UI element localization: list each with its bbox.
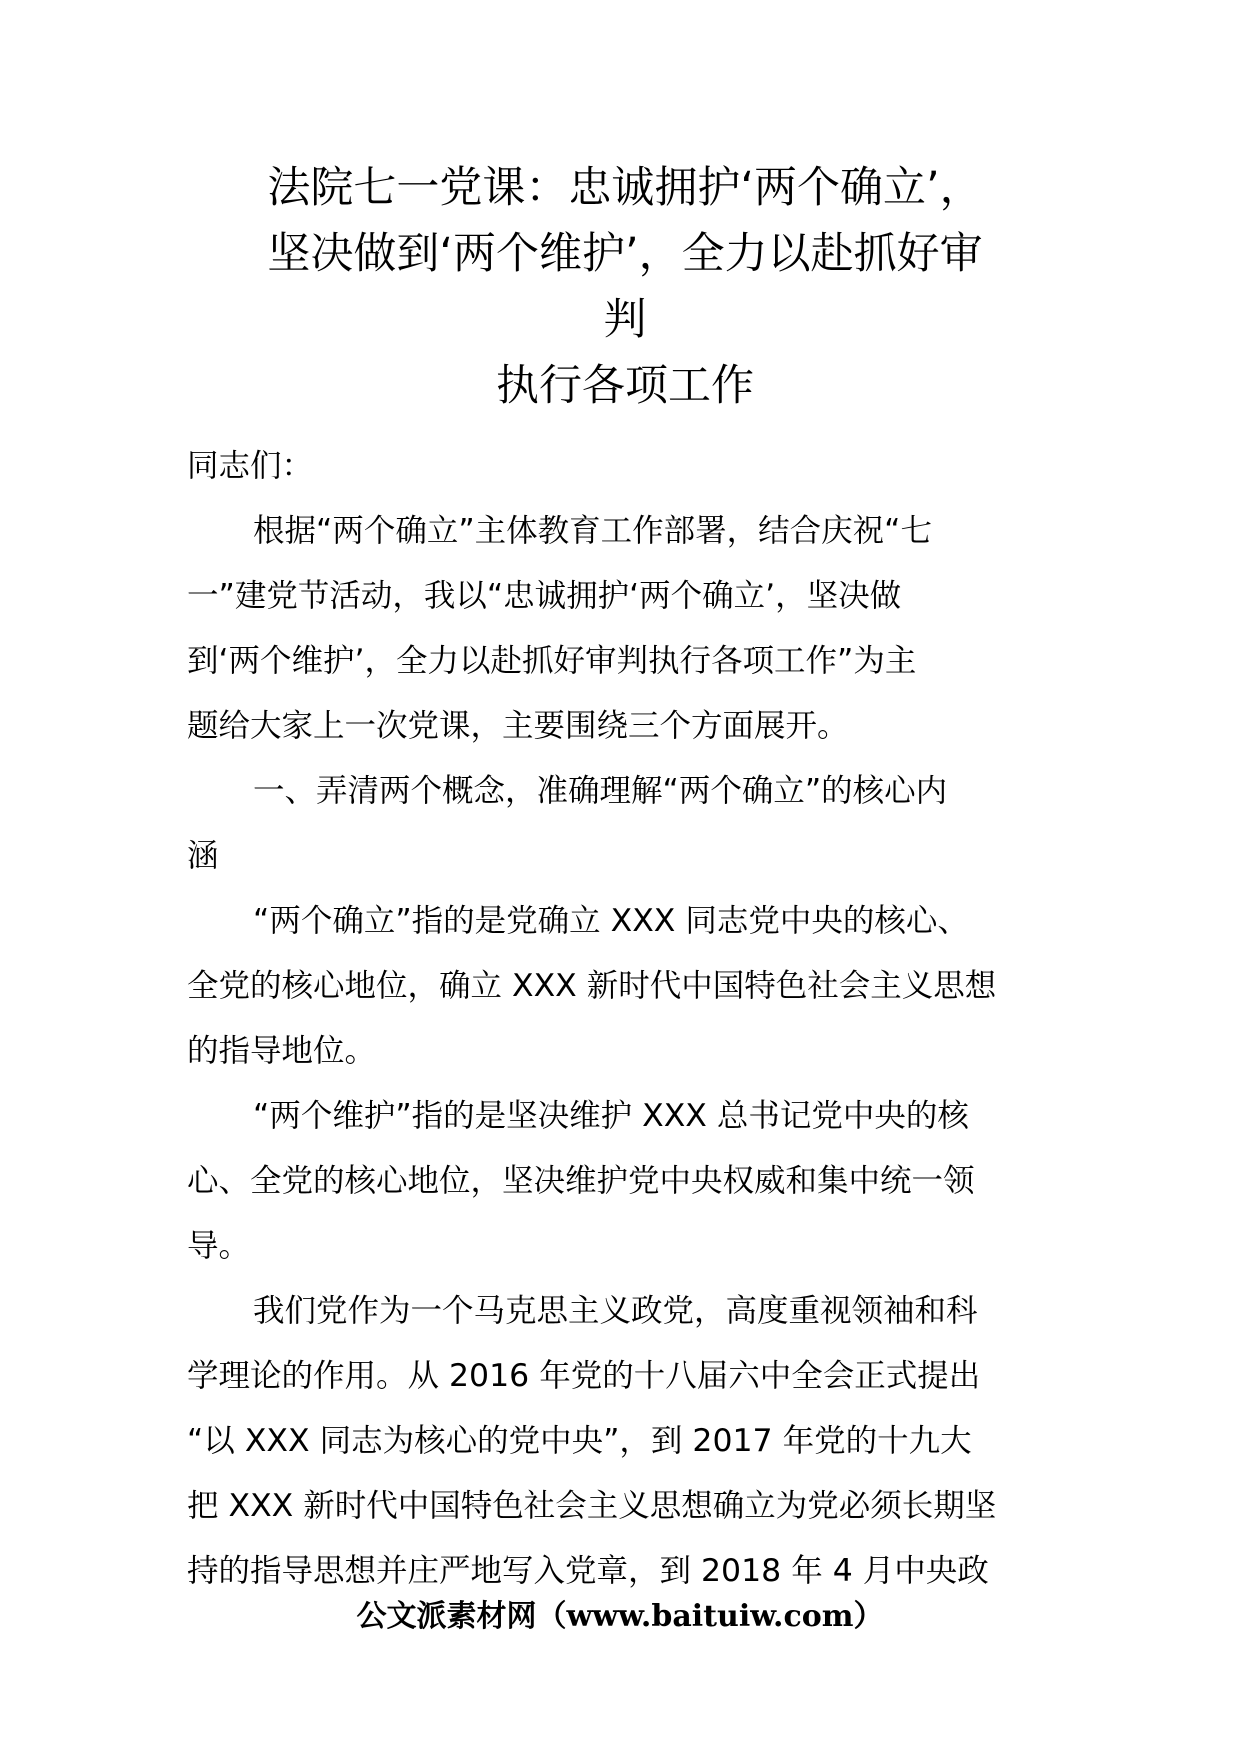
body-line: 根据“两个确立”主体教育工作部署，结合庆祝“七 <box>253 513 932 549</box>
footer-source: 公文派素材网（www.baituiw.com） <box>356 1599 884 1634</box>
section-heading-line: 一、弄清两个概念，准确理解“两个确立”的核心内 <box>253 773 948 809</box>
body-line: 的指导地位。 <box>187 1033 377 1069</box>
body-line: 题给大家上一次党课，主要围绕三个方面展开。 <box>187 708 849 744</box>
title-line-1: 法院七一党课：忠诚拥护‘两个确立’， <box>267 163 983 213</box>
section-heading-line: 涵 <box>187 838 219 874</box>
document-body <box>187 434 1053 1604</box>
body-line: “两个维护”指的是坚决维护 XXX 总书记党中央的核 <box>253 1098 969 1134</box>
title-line-2: 坚决做到‘两个维护’，全力以赴抓好审 <box>267 229 983 279</box>
document-title <box>185 155 1065 419</box>
body-line: 全党的核心地位，确立 XXX 新时代中国特色社会主义思想 <box>187 968 997 1004</box>
body-line: “以 XXX 同志为核心的党中央”，到 2017 年党的十九大 <box>187 1423 972 1459</box>
body-line: 到‘两个维护’，全力以赴抓好审判执行各项工作”为主 <box>187 643 917 679</box>
body-line: 心、全党的核心地位，坚决维护党中央权威和集中统一领 <box>187 1163 975 1199</box>
body-line: 把 XXX 新时代中国特色社会主义思想确立为党必须长期坚 <box>187 1488 997 1524</box>
body-line: 持的指导思想并庄严地写入党章，到 2018 年 4 月中央政 <box>187 1553 989 1589</box>
body-line: 学理论的作用。从 2016 年党的十八届六中全会正式提出 <box>187 1358 981 1394</box>
body-line: 一”建党节活动，我以“忠诚拥护‘两个确立’，坚决做 <box>187 578 902 614</box>
body-line: 我们党作为一个马克思主义政党，高度重视领袖和科 <box>253 1293 978 1329</box>
title-line-3: 判 <box>603 295 647 345</box>
salutation: 同志们： <box>187 448 314 484</box>
body-line: 导。 <box>187 1228 251 1264</box>
body-line: “两个确立”指的是党确立 XXX 同志党中央的核心、 <box>253 903 969 939</box>
title-line-4: 执行各项工作 <box>496 361 754 411</box>
